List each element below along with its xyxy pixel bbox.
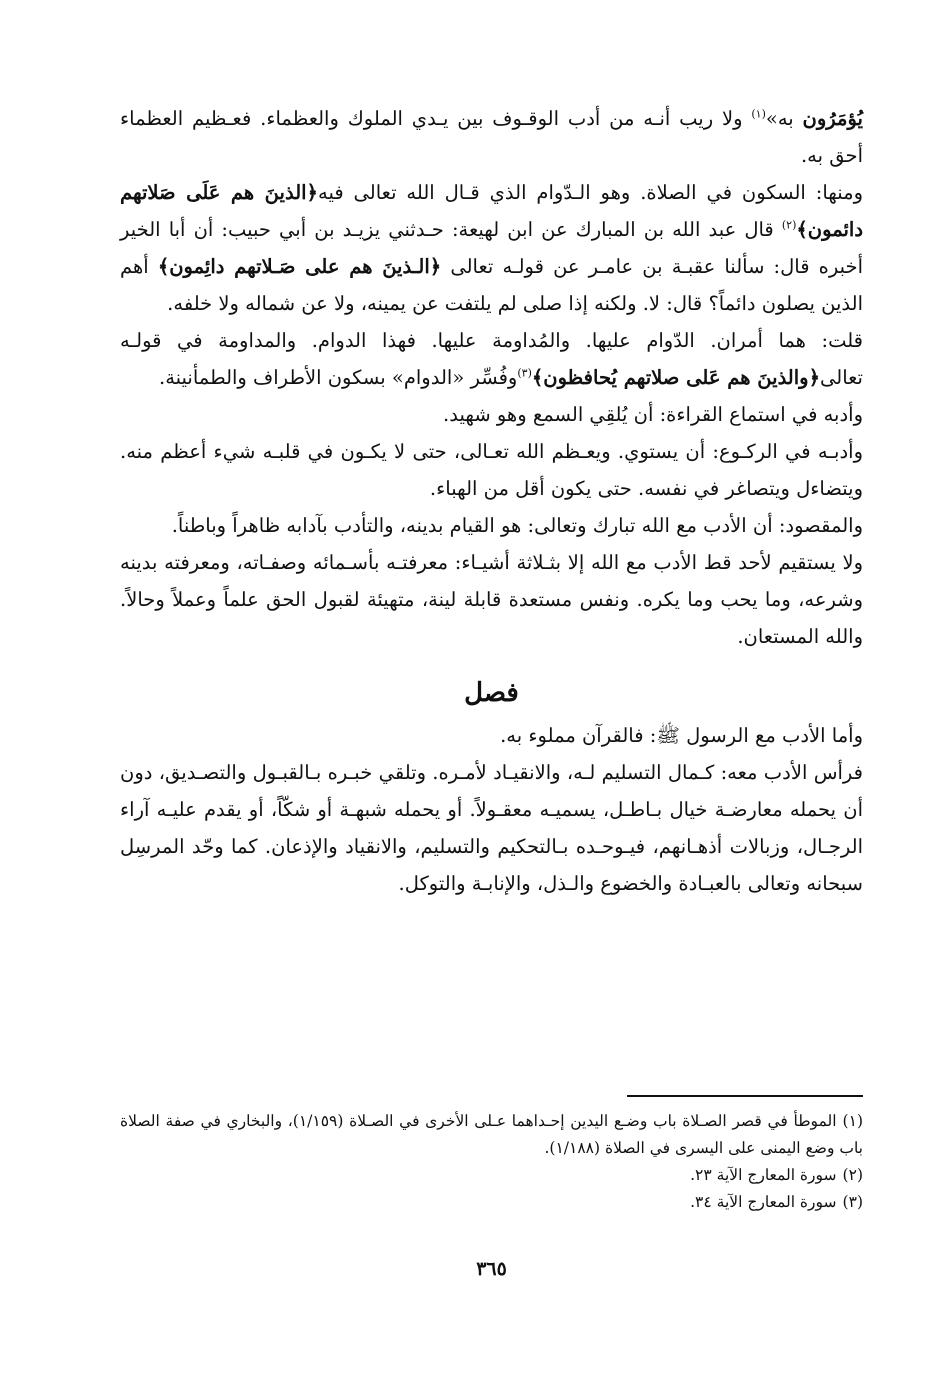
footnote-number: (٢) — [842, 1166, 863, 1184]
paragraph-text: فرأس الأدب معه: كـمال التسليم لـه، والانقيـاد لأمـره. وتلقي خبـره بـالقبـول والتصـديق، دون أن يحمله معارضـة خيال بـاطـل، يسميـه معقـولاً. أو يحمله شبهـة أو شكّاً، أو يقدم عليـه آراء الرجـال، وزبالات أذهـانهم، فيـوحـده بـالتحكيم والتسليم، والانقياد والإذعان. كما وحّد المرسِل سبحانه وتعالى بالعبـادة والخضوع والـذل، والإنابـة والتوكل. — [120, 761, 863, 895]
page-number: ٣٦٥ — [476, 1258, 507, 1280]
footnote-number: (١) — [842, 1112, 863, 1130]
paragraph-text: ومنها: السكون في الصلاة. وهو الـدّوام الذي قـال الله تعالى فيه — [317, 181, 863, 204]
paragraph — [120, 544, 863, 655]
paragraph — [120, 322, 863, 396]
paragraph — [120, 433, 863, 507]
footnote-text: سورة المعارج الآية ٢٣. — [690, 1166, 837, 1184]
paragraph-text: به» — [765, 107, 803, 130]
paragraph-text: وأدبه في استماع القراءة: أن يُلقِي السمع وهو شهيد. — [443, 403, 863, 426]
section-text — [120, 717, 863, 902]
footnote-ref: (١) — [751, 107, 766, 121]
paragraph-text: ولا ريب أنـه من أدب الوقـوف بين يـدي الملوك والعظماء. فعـظيم العظماء أحق به. — [120, 107, 863, 167]
paragraph — [120, 507, 863, 544]
paragraph — [120, 754, 863, 902]
footnote-text: سورة المعارج الآية ٣٤. — [690, 1193, 837, 1211]
paragraph — [120, 396, 863, 433]
paragraph — [120, 100, 863, 174]
footnote-ref: (٣) — [517, 366, 532, 380]
paragraph — [120, 174, 863, 322]
quran-quote: ﴿الذينَ هم عَلَى صَلاتهم دائمون﴾ — [120, 181, 863, 241]
book-page — [120, 100, 863, 1340]
paragraph-text: أهم الذين يصلون دائماً؟ قال: لا. ولكنه إذا صلى لم يلتفت عن يمينه، ولا عن شماله ولا خلفه. — [120, 255, 863, 315]
quran-quote: ﴿والذينَ هم عَلى صلاتهم يُحافظون﴾ — [531, 366, 821, 389]
section-title: فصل — [464, 678, 519, 708]
paragraph-text: والمقصود: أن الأدب مع الله تبارك وتعالى: هو القيام بدينه، والتأدب بآدابه ظاهراً وباطناً. — [171, 514, 863, 537]
paragraph-text: وأما الأدب مع الرسول ﷺ: فالقرآن مملوء به. — [500, 724, 863, 747]
footnote-divider — [627, 1095, 863, 1097]
paragraph-text: وفُسِّر «الدوام» بسكون الأطراف والطمأنينة. — [159, 366, 518, 389]
body-text — [120, 100, 863, 655]
footnote — [120, 1162, 863, 1189]
footnote-ref: (٢) — [781, 218, 797, 232]
paragraph-text: قلت: هما أمران. الدّوام عليها. والمُداومة عليها. فهذا الدوام. والمداومة في قولـه تعالى — [120, 329, 863, 389]
footnote — [120, 1189, 863, 1216]
footnote-number: (٣) — [842, 1193, 863, 1211]
paragraph-text: قال عبد الله بن المبارك عن ابن لهيعة: حـدثني يزيـد بن أبي حبيب: أن أبا الخير أخبره قال: سألنا عقبـة بن عامـر عن قولـه تعالى — [120, 218, 864, 278]
footnote — [120, 1108, 863, 1162]
footnote-text: الموطأ في قصر الصـلاة باب وضـع اليدين إحـداهما عـلى الأخرى في الصـلاة (١/١٥٩)، والبخاري في صفة الصلاة باب وضع اليمنى على اليسرى في الصلاة (١/١٨٨). — [120, 1112, 863, 1157]
quran-quote: ﴿الـذينَ هم على صَـلاتهم دائِمون﴾ — [157, 255, 442, 278]
paragraph — [120, 717, 863, 754]
paragraph-text: وأدبـه في الركـوع: أن يستوي. ويعـظم الله تعـالى، حتى لا يكـون في قلبـه شيء أعظم منه. ويتضاءل ويتصاغر في نفسه. حتى يكون أقل من الهباء. — [120, 440, 863, 500]
quran-quote: يُؤمَرُون — [802, 107, 863, 130]
footnotes — [120, 1108, 863, 1216]
paragraph-text: ولا يستقيم لأحد قط الأدب مع الله إلا بثـلاثة أشيـاء: معرفتـه بأسـمائه وصفـاته، ومعرفته بدينه وشرعه، وما يحب وما يكره. ونفس مستعدة قابلة لينة، متهيئة لقبول الحق علماً وعملاً وحالاً. والله المستعان. — [120, 551, 863, 648]
